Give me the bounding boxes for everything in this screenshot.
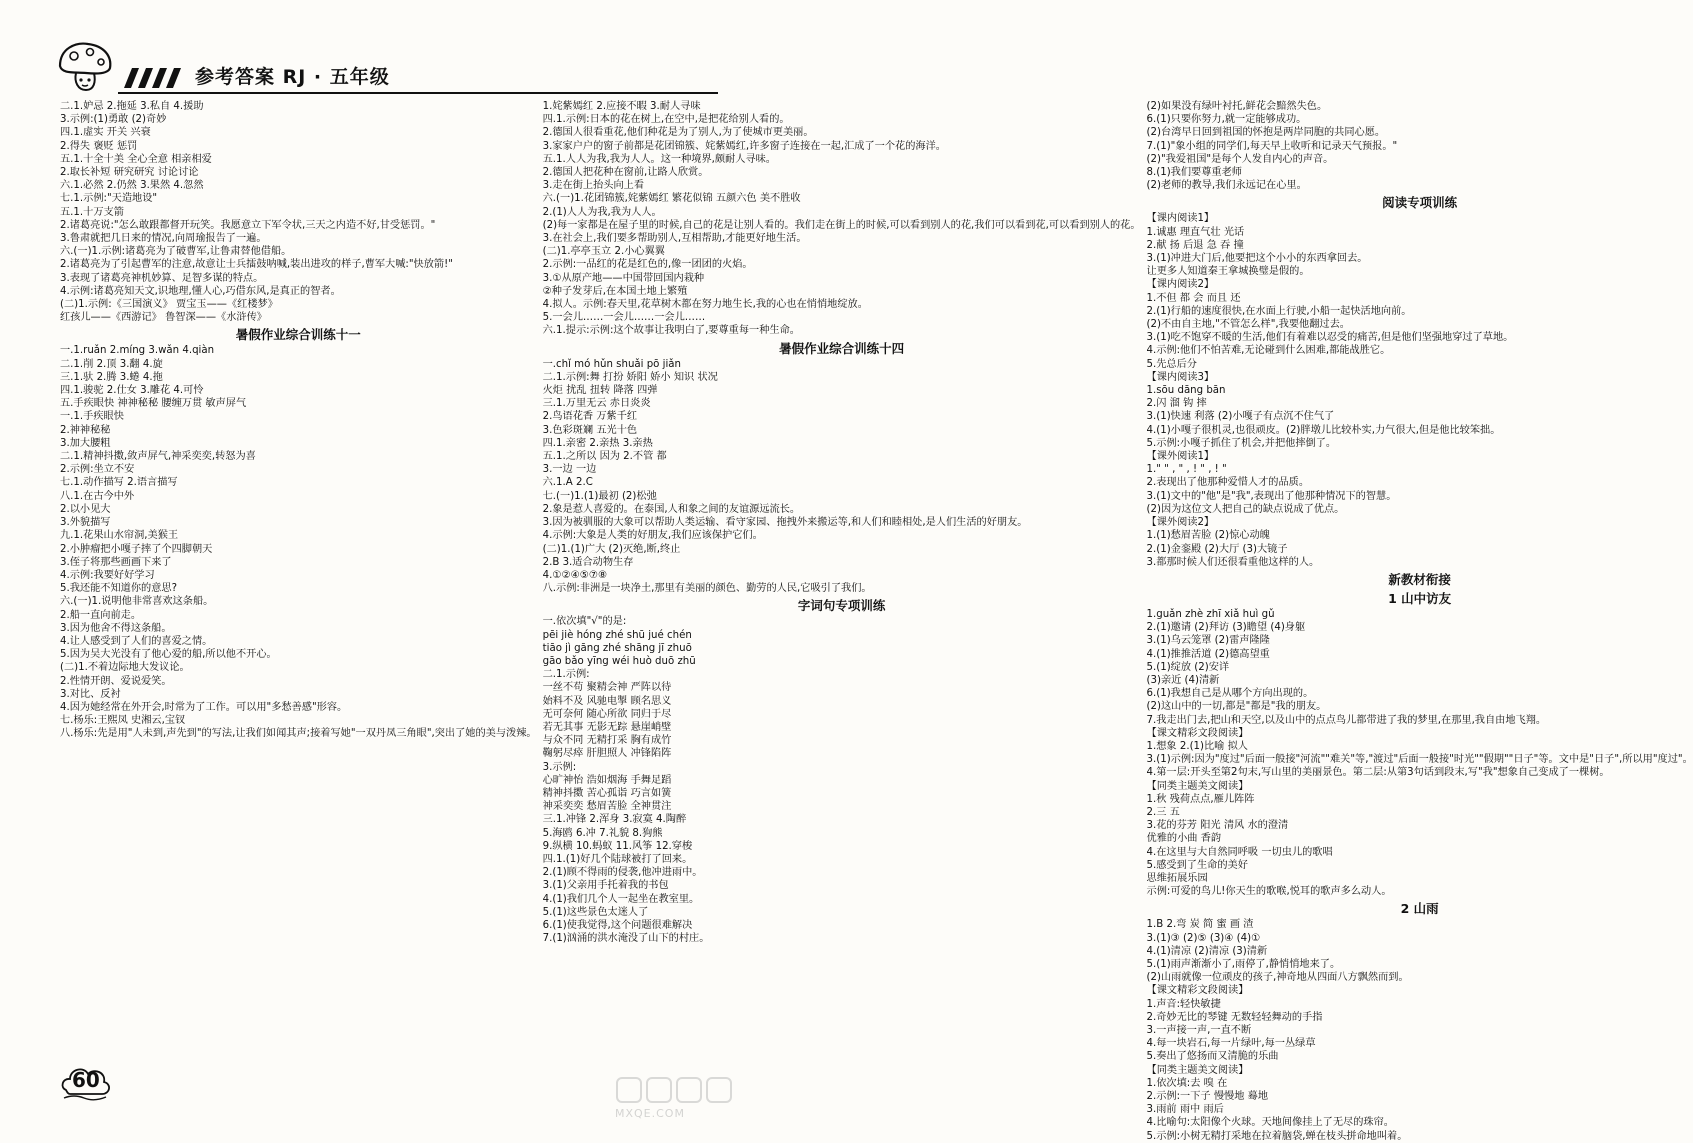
answer-line: 3.花的芬芳 阳光 清风 水的澄清 (1146, 820, 1289, 832)
answer-line: 【同类主题美文阅读】 (1146, 1064, 1249, 1076)
answer-line: 4.示例:诸葛亮知天文,识地理,懂人心,巧借东风,是真正的智者。 (60, 285, 341, 297)
answer-line: 3.家家户户的窗子前都是花团锦簇、姹紫嫣红,许多窗子连接在一起,汇成了一个花的海洋。 (542, 140, 946, 152)
answer-line: 2.(1)邀请 (2)拜访 (3)瞻望 (4)身躯 (1146, 622, 1306, 634)
answer-line: 1.想象 2.(1)比喻 拟人 (1146, 740, 1248, 752)
answer-line: 五.手疾眼快 神神秘秘 腰缠万贯 敏声屏气 (60, 398, 247, 410)
answer-line: 3.(1)冲进大门后,他要把这个小小的东西拿回去。 (1146, 253, 1368, 265)
answer-line: 六.1.A 2.C (542, 477, 593, 489)
answer-line: 一.1.ruǎn 2.míng 3.wǎn 4.qiàn (60, 345, 215, 357)
answer-line: 2.取长补短 研究研究 讨论讨论 (60, 167, 199, 179)
answer-line: 4.示例:我要好好学习 (60, 569, 155, 581)
answer-line: 2.示例:一下子 慢慢地 蓦地 (1146, 1091, 1269, 1103)
answer-line: 三.1.驮 2.腾 3.蜷 4.拖 (60, 371, 163, 383)
answer-line: 2.(1)行船的速度很快,在水面上行驶,小船一起快活地向前。 (1146, 305, 1412, 317)
answer-line: 四.1.亲密 2.亲热 3.亲热 (542, 437, 653, 449)
answer-line: 2.鸟语花香 万紫千红 (542, 411, 638, 423)
page-title: 参考答案 RJ · 五年级 (195, 66, 390, 88)
answer-line: 七.1.动作描写 2.语言描写 (60, 477, 178, 489)
answer-line: 5.我还能不知道你的意思? (60, 583, 178, 595)
answer-line: 3.色彩斑斓 五光十色 (542, 424, 638, 436)
answer-line: 1.sōu dāng bān (1146, 385, 1226, 397)
section-heading: 1 山中访友 (1388, 590, 1452, 606)
answer-line: 示例:可爱的鸟儿!你天生的歌喉,悦耳的歌声多么动人。 (1146, 886, 1392, 898)
answer-line: 2.小肿瘤把小嘎子摔了个四脚朝天 (60, 543, 213, 555)
answer-line: (2)如果没有绿叶衬托,鲜花会黯然失色。 (1146, 101, 1328, 112)
section-heading: 新教材衔接 (1388, 571, 1451, 587)
answer-line: 六.(一)1.示例:诸葛亮为了破曹军,让鲁肃替他借船。 (60, 246, 292, 258)
answer-line: 1.(1)愁眉苦脸 (2)惊心动魄 (1146, 530, 1270, 542)
answer-line: 1." " , " , ! " , ! " (1146, 464, 1227, 476)
answer-line: 2.诸葛亮为了引起曹军的注意,故意让士兵擂鼓呐喊,装出进攻的样子,曹军大喊:"快放箭!" (60, 259, 453, 271)
section-heading: 阅读专项训练 (1382, 195, 1458, 211)
answer-line: 3.(1)父亲用手托着我的书包 (542, 880, 669, 892)
answer-line: 3.外貌描写 (60, 517, 111, 529)
answer-line: 2.德国人很看重花,他们种花是为了别人,为了使城市更美丽。 (542, 127, 814, 139)
answer-line: 神采奕奕 愁眉苦脸 全神贯注 (542, 801, 672, 813)
answer-line: 7.我走出门去,把山和天空,以及山中的点点鸟儿都带进了我的梦里,在那里,我自由地飞翔。 (1146, 714, 1547, 726)
answer-line: 1.秋 残荷点点,雁儿阵阵 (1146, 793, 1255, 805)
answer-line: (二)1.(1)广大 (2)灭绝,断,终止 (542, 543, 681, 555)
answer-line: 2.神神秘秘 (60, 424, 111, 436)
answer-line: 3.侄子将那些画画下来了 (60, 556, 172, 568)
answer-line: 7.(1)汹涌的洪水淹没了山下的村庄。 (542, 933, 710, 945)
answer-line: 无可奈何 随心所欲 同归于尽 (542, 708, 672, 720)
answer-line: 5.海鸥 6.冲 7.礼貌 8.狗熊 (542, 827, 663, 839)
answer-line: (3)亲近 (4)清新 (1146, 674, 1220, 686)
answer-column-1 (60, 100, 537, 1143)
answer-line: 3.①从原产地——中国带回国内栽种 (542, 272, 705, 284)
answer-line: 二.1.精神抖擞,敛声屏气,神采奕奕,转怒为喜 (60, 451, 256, 463)
answer-line: 2.(1)人人为我,我为人人。 (542, 206, 662, 218)
answer-line: 3.(1)乌云笼罩 (2)雷声隆隆 (1146, 635, 1270, 647)
answer-line: 3.示例:(1)勇敢 (2)奇妙 (60, 114, 167, 126)
answer-line: 2.闪 溜 钩 摔 (1146, 398, 1207, 410)
answer-line: (2)老师的教导,我们永远记在心里。 (1146, 180, 1307, 192)
answer-line: 2.德国人把花种在窗前,让路人欣赏。 (542, 167, 709, 179)
answer-line: 三.1.冲锋 2.浑身 3.寂寞 4.陶醉 (542, 814, 687, 826)
answer-line: 二.1.妒忌 2.拖延 3.私自 4.援助 (60, 101, 204, 112)
answer-line: 始料不及 风驰电掣 顾名思义 (542, 695, 672, 707)
answer-line: (2)山雨就像一位顽皮的孩子,神奇地从四面八方飘然而到。 (1146, 972, 1409, 984)
answer-line: 6.(1)我想自己是从哪个方向出现的。 (1146, 688, 1314, 700)
answer-line: 4.①②④⑤⑦⑧ (542, 569, 608, 581)
answer-line: 8.(1)我们要尊重老师 (1146, 167, 1242, 179)
answer-line: 【课外阅读1】 (1146, 451, 1215, 463)
answer-line: 3.(1)③ (2)⑤ (3)④ (4)① (1146, 932, 1261, 944)
answer-line: 四.1.虚实 开关 兴衰 (60, 127, 151, 139)
answer-line: 4.比喻句:太阳像个火球。天地间像挂上了无尽的珠帘。 (1146, 1117, 1394, 1129)
answer-line: 4.在这里与大自然同呼吸 一切虫儿的歌唱 (1146, 846, 1333, 858)
answer-line: 【课外阅读2】 (1146, 517, 1215, 529)
answer-line: 心旷神怡 浩如烟海 手舞足蹈 (542, 774, 672, 786)
answer-line: 二.1.削 2.顶 3.翻 4.旋 (60, 358, 163, 370)
answer-line: (2)"我爱祖国"是每个人发自内心的声音。 (1146, 153, 1334, 165)
answer-line: 二.1.示例: (542, 669, 590, 681)
answer-line: 3.(1)文中的"他"是"我",表现出了他那种情况下的智慧。 (1146, 490, 1397, 502)
answer-line: 一.1.手疾眼快 (60, 411, 124, 423)
answer-line: (二)1.不着边际地大发议论。 (60, 662, 190, 674)
answer-line: 若无其事 无影无踪 悬崖峭壁 (542, 721, 672, 733)
answer-line: 3.加大腰粗 (60, 437, 111, 449)
answer-line: 5.(1)雨声渐渐小了,雨停了,静悄悄地来了。 (1146, 958, 1341, 970)
watermark-logo-icon (615, 1075, 735, 1105)
answer-line: 4.(1)小嘎子很机灵,也很顽皮。(2)胖墩儿比较朴实,力气很大,但是他比较笨拙。 (1146, 424, 1501, 436)
answer-line: (二)1.亭亭玉立 2.小心翼翼 (542, 246, 665, 258)
answer-line: (2)台湾早日回到祖国的怀抱是两岸同胞的共同心愿。 (1146, 127, 1386, 139)
answer-line: 八.杨乐:先是用"人未到,声先到"的写法,让我们如闻其声;接着写她"一双丹凤三角眼",突出了她的美与泼辣。 (60, 728, 537, 740)
answer-line: ②种子发芽后,在本国土地上繁殖 (542, 285, 688, 297)
answer-line: 六.1.必然 2.仍然 3.果然 4.忽然 (60, 180, 204, 192)
answer-line: gāo bǎo yīng wéi huò duō zhū (542, 655, 696, 667)
answer-line: 2.(1)顾不得雨的侵袭,他冲进雨中。 (542, 867, 703, 879)
answer-line: 1.guǎn zhè zhī xiǎ huì gǔ (1146, 608, 1275, 620)
answer-line: 四.1.(1)好几个陆球被打了回来。 (542, 853, 693, 865)
answer-line: 6.(1)使我觉得,这个问题很难解决 (542, 919, 693, 931)
answer-line: 5.示例:小树无精打采地在拉着脑袋,蝉在枝头拼命地叫着。 (1146, 1130, 1408, 1142)
answer-line: 3.(1)示例:因为"度过"后面一般接"河流""难关"等,"渡过"后面一般接"时光""假期""日子"等。文中是"日子",所以用"度过"。 (1146, 754, 1693, 766)
answer-line: 4.拟人。示例:春天里,花草树木都在努力地生长,我的心也在悄悄地绽放。 (542, 299, 868, 311)
answer-line: 八.示例:非洲是一块净土,那里有美丽的颜色、勤劳的人民,它吸引了我们。 (542, 583, 872, 595)
answer-line: (2)这山中的一切,都是"都是"我的朋友。 (1146, 701, 1327, 713)
answer-line: 4.示例:他们不怕苦难,无论碰到什么困难,都能战胜它。 (1146, 345, 1391, 357)
header-rule (118, 92, 718, 94)
answer-line: (2)每一家都是在屋子里的时候,自己的花是让别人看的。我们走在街上的时候,可以看到别人的花,我们可以看到花,可以看到别人的花。 (542, 219, 1141, 231)
answer-line: 7.(1)"象小组的同学们,每天早上收听和记录天气预报。" (1146, 140, 1398, 152)
answer-line: 九.1.花果山水帘洞,美猴王 (60, 530, 179, 542)
answer-line: 5.先总后分 (1146, 358, 1197, 370)
answer-line: 3.因为他舍不得这条船。 (60, 622, 172, 634)
answer-line: 2.象是惹人喜爱的。在泰国,人和象之间的友谊源远流长。 (542, 503, 801, 515)
answer-line: 六.1.提示:示例:这个故事让我明白了,要尊重每一种生命。 (542, 325, 800, 337)
answer-line: 1.B 2.弯 炭 简 蜜 画 渣 (1146, 919, 1254, 931)
answer-column-2 (543, 100, 1141, 1143)
answer-line: 5.奏出了悠扬而又清脆的乐曲 (1146, 1051, 1279, 1063)
answer-line: 3.雨前 雨中 雨后 (1146, 1104, 1224, 1116)
answer-line: 【课文精彩文段阅读】 (1146, 727, 1249, 739)
watermark-text: MXQE.COM (615, 1107, 685, 1120)
answer-line: 4.(1)我们几个人一起坐在教室里。 (542, 893, 700, 905)
answer-line: 鞠躬尽瘁 肝胆照人 冲锋陷阵 (542, 748, 672, 760)
answer-line: 2.献 扬 后退 急 吞 撞 (1146, 239, 1244, 251)
answer-line: 4.示例:大象是人类的好朋友,我们应该保护它们。 (542, 530, 763, 542)
answer-line: 红孩儿——《西游记》 鲁智深——《水浒传》 (60, 312, 267, 324)
answer-line: 一丝不苟 聚精会神 严阵以待 (542, 682, 672, 694)
answer-line: 1.声音:轻快敏捷 (1146, 998, 1221, 1010)
page-header (0, 0, 750, 100)
answer-line: 6.(1)只要你努力,就一定能够成功。 (1146, 114, 1307, 126)
answer-line: 3.一声接一声,一直不断 (1146, 1025, 1252, 1036)
answer-line: 5.因为吴大光没有了他心爱的船,所以他不开心。 (60, 649, 277, 661)
answer-line: 3.(1)快速 利落 (2)小嘎子有点沉不住气了 (1146, 411, 1335, 423)
answer-line: 3.表现了诸葛亮神机妙算、足智多谋的特点。 (60, 272, 264, 284)
page-number: 60 (72, 1068, 100, 1092)
answer-line: 六.(一)1.花团锦簇,姹紫嫣红 繁花似锦 五颜六色 美不胜收 (542, 193, 801, 205)
answer-line: 五.1.人人为我,我为人人。这一种境界,颇耐人寻味。 (542, 153, 776, 165)
answer-line: 五.1.之所以 因为 2.不管 都 (542, 451, 667, 463)
answer-line: 七.(一)1.(1)最初 (2)松弛 (542, 490, 657, 502)
answer-line: 2.以小见大 (60, 503, 111, 515)
answer-line: (二)1.示例:《三国演义》 贾宝玉——《红楼梦》 (60, 299, 278, 311)
answer-line: 5.(1)这些景色太迷人了 (542, 906, 649, 918)
answer-line: 2.表现出了他那种爱惜人才的品质。 (1146, 477, 1310, 489)
answer-line: 2.三 五 (1146, 806, 1180, 818)
answer-line: 9.纵横 10.蚂蚁 11.风筝 12.穿梭 (542, 840, 693, 852)
page-number-badge (60, 1060, 112, 1100)
answer-line: 3.因为被驯服的大象可以帮助人类运输、看守家园、拖拽外来搬运等,和人们和睦相处,是人们生活的好朋友。 (542, 517, 1028, 529)
answer-line: (2)不由自主地,"不管怎么样",我要他翻过去。 (1146, 319, 1350, 331)
answer-line: 4.让人感受到了人们的喜爱之情。 (60, 635, 213, 647)
answer-line: 2.示例:坐立不安 (60, 464, 135, 476)
answer-line: 3.一边 一边 (542, 464, 597, 476)
answer-line: 4.因为她经常在外开会,时常为了工作。可以用"多愁善感"形容。 (60, 701, 348, 713)
answer-line: 4.每一块岩石,每一片绿叶,每一丛绿草 (1146, 1038, 1316, 1050)
answer-line: 1.姹紫嫣红 2.应接不暇 3.耐人寻味 (542, 101, 701, 112)
answer-line: 五.1.十全十美 全心全意 相亲相爱 (60, 153, 212, 165)
answer-line: tiāo jì gāng zhé shāng jī zhuō (542, 642, 692, 654)
answer-line: 优雅的小曲 香韵 (1146, 833, 1222, 845)
answer-line: 3.对比、反衬 (60, 688, 121, 700)
section-heading: 暑假作业综合训练十一 (235, 327, 361, 343)
section-heading: 字词句专项训练 (797, 598, 886, 614)
answer-line: 2.示例:一品红的花是红色的,像一团团的火焰。 (542, 259, 753, 271)
section-heading: 2 山雨 (1400, 901, 1439, 917)
answer-line: 一.依次填"√"的是: (542, 616, 627, 628)
answer-line: 二.1.示例:舞 打扮 娇阳 娇小 知识 状况 (542, 371, 718, 383)
answer-line: 【课内阅读1】 (1146, 213, 1215, 225)
answer-line: (2)因为这位文人把自己的缺点说成了优点。 (1146, 503, 1345, 515)
answer-line: 精神抖擞 苦心孤诣 巧言如簧 (542, 787, 672, 799)
answer-line: 3.(1)吃不饱穿不暖的生活,他们有着难以忍受的痛苦,但是他们坚强地穿过了草地。 (1146, 332, 1514, 344)
answer-line: 四.1.骏驼 2.仕女 3.雕花 4.可怜 (60, 385, 204, 397)
answer-line: 【同类主题美文阅读】 (1146, 780, 1249, 792)
answer-line: 火炬 扰乱 扭转 降落 四弹 (542, 385, 658, 397)
answer-line: 5.一会儿……一会儿……一会儿…… (542, 312, 706, 324)
answer-line: 4.第一层:开头至第2句末,写山里的美丽景色。第二层:从第3句话到段末,写"我"想象自己变成了一棵树。 (1146, 767, 1610, 779)
answer-line: 3.在社会上,我们要多帮助别人,互相帮助,才能更好地生活。 (542, 233, 807, 245)
answer-line: pēi jiè hóng zhé shū jué chén (542, 629, 692, 641)
mushroom-logo-icon (56, 40, 114, 92)
answer-line: 3.都那时候人们还很看重他这样的人。 (1146, 556, 1320, 568)
answer-line: 2.奇妙无比的琴键 无数轻轻舞动的手指 (1146, 1011, 1323, 1023)
answer-line: 4.(1)清凉 (2)清凉 (3)清新 (1146, 945, 1268, 957)
answer-line: 1.诚惠 理直气壮 光话 (1146, 226, 1245, 238)
answer-line: 2.船一直向前走。 (60, 609, 142, 621)
answer-line: 六.(一)1.说明他非常喜欢这条船。 (60, 596, 214, 608)
answer-line: 【课内阅读3】 (1146, 371, 1215, 383)
answer-line: 八.1.在古今中外 (60, 490, 135, 502)
answer-line: 5.示例:小嘎子抓住了机会,并把他摔倒了。 (1146, 437, 1337, 449)
answer-line: 【课文精彩文段阅读】 (1146, 985, 1249, 997)
watermark (615, 1075, 735, 1120)
header-stripes-icon (118, 68, 190, 88)
answer-line: 3.示例: (542, 761, 577, 773)
answer-line: 2.B 3.适合动物生存 (542, 556, 634, 568)
answer-line: 2.得失 褒贬 惩罚 (60, 140, 138, 152)
answer-line: 4.(1)推推活道 (2)德高望重 (1146, 648, 1270, 660)
answer-line: 四.1.示例:日本的花在树上,在空中,是把花给别人看的。 (542, 114, 790, 126)
answer-line: 【课内阅读2】 (1146, 279, 1215, 291)
answer-line: 2.诸葛亮说:"怎么敢跟都督开玩笑。我愿意立下军令状,三天之内造不好,甘受惩罚。" (60, 219, 436, 231)
answer-line: 1.依次填:去 嗅 在 (1146, 1077, 1228, 1089)
answer-line: 5.感受到了生命的美好 (1146, 859, 1248, 871)
answer-line: 五.1.十万支箭 (60, 206, 124, 218)
answer-line: 一.chǐ mó hǔn shuǎi pō jiǎn (542, 358, 682, 370)
answer-line: 让更多人知道秦王拿城换璧是假的。 (1146, 266, 1310, 278)
answer-line: 七.1.示例:"天造地设" (60, 193, 158, 205)
answer-line: 思维拓展乐园 (1146, 872, 1208, 884)
answer-line: 1.不但 都 会 而且 还 (1146, 292, 1241, 304)
answer-line: 3.走在街上抬头向上看 (542, 180, 645, 192)
answer-line: 5.(1)绽放 (2)安详 (1146, 661, 1230, 673)
answer-line: 2.(1)金銮殿 (2)大厅 (3)大镜子 (1146, 543, 1288, 555)
answer-line: 3.鲁肃就把几日来的情况,向周瑜报告了一遍。 (60, 233, 267, 245)
answer-column-3 (1147, 100, 1693, 1143)
section-heading: 暑假作业综合训练十四 (779, 340, 905, 356)
answer-line: 与众不同 无精打采 胸有成竹 (542, 735, 672, 747)
answer-line: 2.性情开朗、爱说爱笑。 (60, 675, 172, 687)
answer-line: 七.杨乐:王熙凤 史湘云,宝钗 (60, 715, 186, 727)
answer-line: 三.1.万里无云 赤日炎炎 (542, 398, 651, 410)
